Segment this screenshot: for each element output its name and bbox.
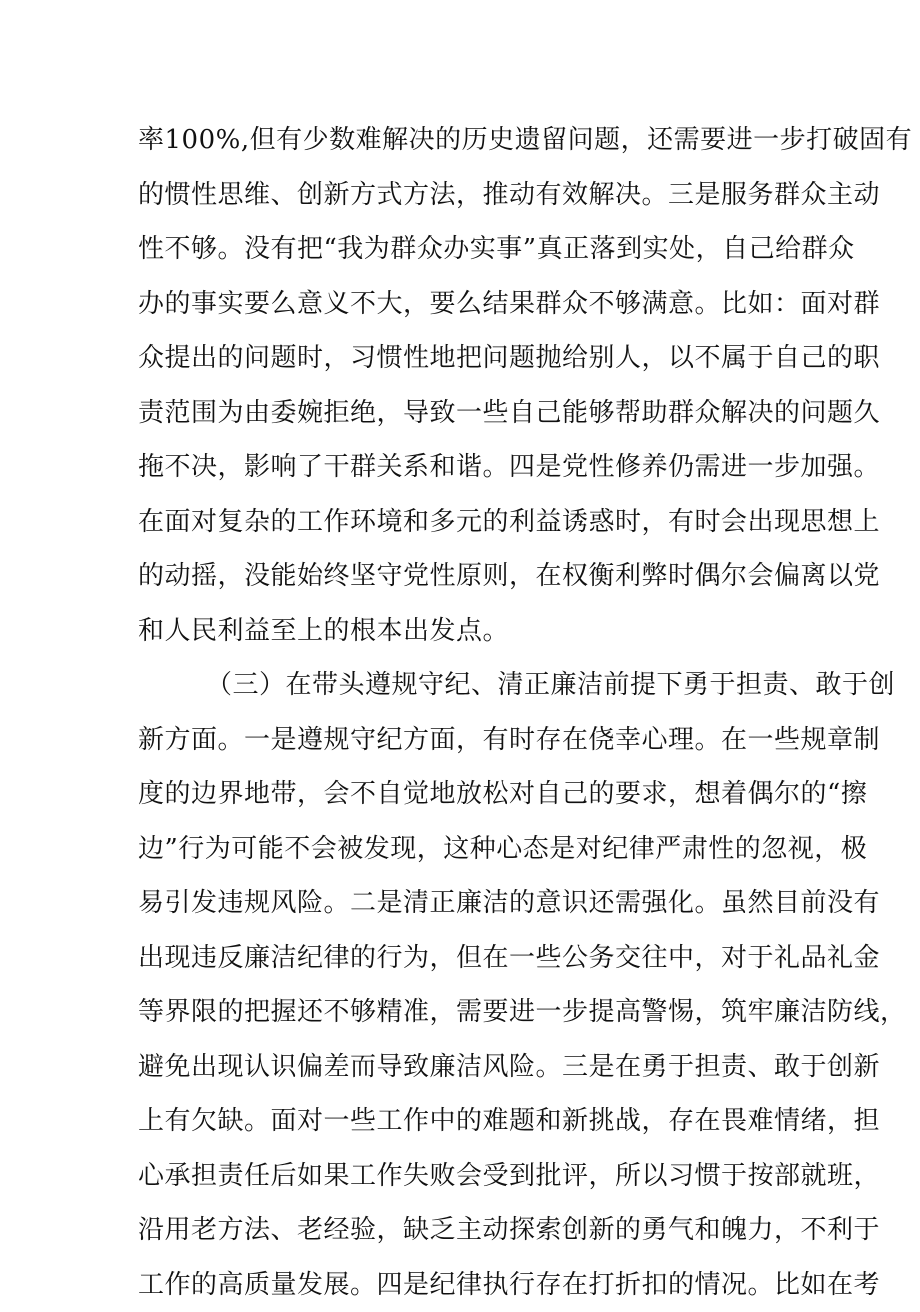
text-line: 出现违反廉洁纪律的行为，但在一些公务交往中，对于礼品礼金 (138, 931, 798, 986)
text-line: 心承担责任后如果工作失败会受到批评，所以习惯于按部就班， (138, 1149, 798, 1204)
text-line: 工作的高质量发展。四是纪律执行存在打折扣的情况。比如在考 (138, 1258, 798, 1312)
text-line: 的惯性思维、创新方式方法，推动有效解决。三是服务群众主动 (138, 168, 798, 223)
text-line: 众提出的问题时，习惯性地把问题抛给别人，以不属于自己的职 (138, 331, 798, 386)
text-line: 度的边界地带，会不自觉地放松对自己的要求，想着偶尔的“擦 (138, 767, 798, 822)
text-line: 责范围为由委婉拒绝，导致一些自己能够帮助群众解决的问题久 (138, 386, 798, 441)
text-line: 新方面。一是遵规守纪方面，有时存在侥幸心理。在一些规章制 (138, 713, 798, 768)
text-line: 拖不决，影响了干群关系和谐。四是党性修养仍需进一步加强。 (138, 440, 798, 495)
text-line: 办的事实要么意义不大，要么结果群众不够满意。比如：面对群 (138, 277, 798, 332)
body-text (138, 113, 798, 1312)
text-line: 避免出现认识偏差而导致廉洁风险。三是在勇于担责、敢于创新 (138, 1040, 798, 1095)
text-line: 上有欠缺。面对一些工作中的难题和新挑战，存在畏难情绪，担 (138, 1094, 798, 1149)
text-line: 沿用老方法、老经验，缺乏主动探索创新的勇气和魄力，不利于 (138, 1203, 798, 1258)
text-line: 等界限的把握还不够精准，需要进一步提高警惕，筑牢廉洁防线， (138, 985, 798, 1040)
text-line: 性不够。没有把“我为群众办实事”真正落到实处，自己给群众 (138, 222, 798, 277)
text-line: 和人民利益至上的根本出发点。 (138, 604, 798, 659)
text-line: 边”行为可能不会被发现，这种心态是对纪律严肃性的忽视，极 (138, 822, 798, 877)
text-line: 在面对复杂的工作环境和多元的利益诱惑时，有时会出现思想上 (138, 495, 798, 550)
text-line: 率100%,但有少数难解决的历史遗留问题，还需要进一步打破固有 (138, 113, 798, 168)
text-line: 的动摇，没能始终坚守党性原则，在权衡利弊时偶尔会偏离以党 (138, 549, 798, 604)
text-line: 易引发违规风险。二是清正廉洁的意识还需强化。虽然目前没有 (138, 876, 798, 931)
section-heading-line: （三）在带头遵规守纪、清正廉洁前提下勇于担责、敢于创 (138, 658, 798, 713)
